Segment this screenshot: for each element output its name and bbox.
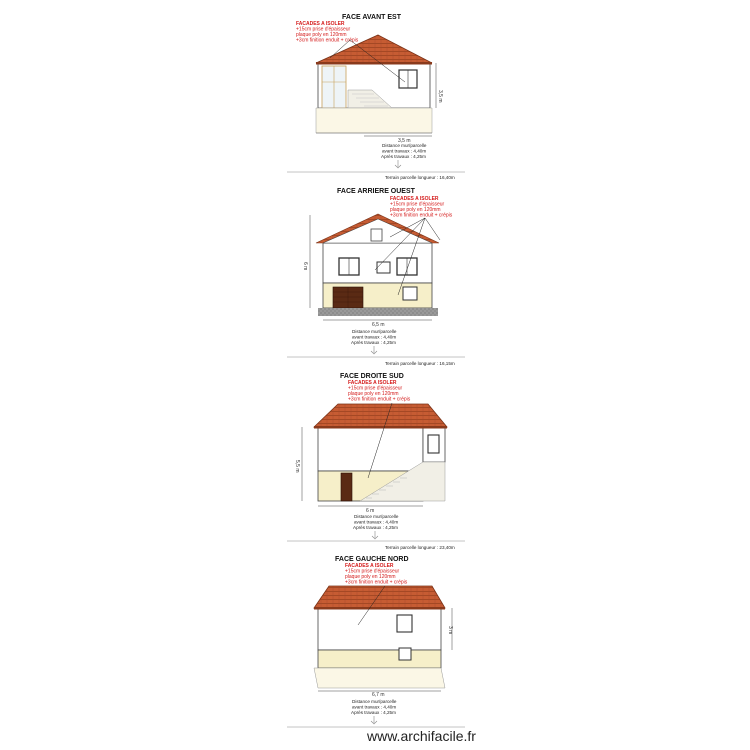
- isolation-note: [390, 196, 453, 219]
- height-dimension: 6 m: [302, 262, 308, 271]
- facade-front-east: [287, 14, 465, 180]
- note-line: +15cm prise d'épaisseur: [296, 26, 351, 33]
- roof: [314, 404, 447, 427]
- note-line: +3cm finition enduit + crépis: [296, 37, 359, 44]
- window: [399, 648, 411, 660]
- distance-line: Distance mur/parcelle: [354, 514, 399, 519]
- house-left-north: [314, 586, 445, 688]
- facade-right-south: [287, 373, 465, 550]
- wall-upper: [318, 427, 423, 471]
- house-rear-west: [316, 214, 439, 316]
- arrow-down: [371, 716, 377, 724]
- gravel-base: [318, 308, 438, 316]
- door: [341, 473, 352, 501]
- note-line: +15cm prise d'épaisseur: [348, 385, 403, 392]
- distance-line: Après travaux : 4,25m: [351, 710, 396, 715]
- facade-rear-west: [287, 188, 465, 366]
- width-dimension: 6,7 m: [372, 692, 385, 698]
- note-line: plaque poly en 120mm: [345, 574, 396, 580]
- window: [403, 287, 417, 300]
- distance-line: avant travaux : 4,40m: [354, 519, 399, 525]
- house-front-east: [316, 35, 432, 133]
- attic-window: [371, 229, 382, 241]
- width-dimension: 6 m: [366, 508, 375, 514]
- note-line: +15cm prise d'épaisseur: [390, 201, 445, 208]
- note-line: +3cm finition enduit + crépis: [345, 579, 408, 586]
- note-line: +3cm finition enduit + crépis: [390, 212, 453, 219]
- facade-title: FACE AVANT EST: [342, 14, 401, 21]
- note-line: plaque poly en 120mm: [296, 32, 347, 38]
- width-dimension: 3,5 m: [398, 138, 411, 144]
- wall-lower: [318, 650, 441, 668]
- window: [428, 435, 439, 453]
- distance-line: Après travaux : 4,25m: [353, 525, 398, 530]
- isolation-note: [345, 563, 408, 586]
- facade-title: FACE ARRIERE OUEST: [337, 188, 415, 195]
- ground-terrace: [316, 108, 432, 133]
- arrow-down: [371, 346, 377, 354]
- height-dimension: 5,5 m: [294, 460, 300, 473]
- note-line: FACADES A ISOLER: [345, 563, 394, 569]
- distance-line: avant travaux : 4,40m: [382, 148, 427, 154]
- wall-upper: [318, 608, 441, 650]
- note-line: +3cm finition enduit + crépis: [348, 396, 411, 403]
- distance-line: avant travaux : 4,40m: [352, 334, 397, 340]
- note-leader: [425, 218, 440, 240]
- facade-left-north: [287, 556, 465, 727]
- note-line: FACADES A ISOLER: [348, 380, 397, 386]
- note-line: FACADES A ISOLER: [296, 21, 345, 27]
- note-line: FACADES A ISOLER: [390, 196, 439, 202]
- note-line: plaque poly en 120mm: [348, 391, 399, 397]
- window: [397, 615, 412, 632]
- house-right-south: [314, 404, 447, 501]
- width-dimension: 6,5 m: [372, 322, 385, 328]
- distance-line: Distance mur/parcelle: [352, 329, 397, 334]
- note-line: +15cm prise d'épaisseur: [345, 568, 400, 575]
- facade-title: FACE GAUCHE NORD: [335, 556, 409, 563]
- roof: [314, 586, 445, 608]
- isolation-note: [296, 21, 359, 44]
- note-line: plaque poly en 120mm: [390, 207, 441, 213]
- isolation-note: [348, 380, 411, 403]
- height-dimension: 3 m: [447, 626, 453, 635]
- distance-line: Distance mur/parcelle: [382, 143, 427, 148]
- distance-line: Après travaux : 4,25m: [351, 340, 396, 345]
- height-dimension: 3,5 m: [437, 90, 443, 103]
- arrow-down: [395, 160, 401, 168]
- terrain-length: Terrain parcelle longueur : 23,40m: [385, 545, 455, 550]
- distance-line: Distance mur/parcelle: [352, 699, 397, 704]
- facade-title: FACE DROITE SUD: [340, 373, 404, 380]
- terrain-length: Terrain parcelle longueur : 16,40m: [385, 175, 455, 180]
- terrain-length: Terrain parcelle longueur : 16,15m: [385, 361, 455, 366]
- arrow-down: [372, 531, 378, 539]
- window: [377, 262, 390, 273]
- ground-terrace: [314, 668, 445, 688]
- distance-line: Après travaux : 4,25m: [381, 154, 426, 159]
- distance-line: avant travaux : 4,40m: [352, 704, 397, 710]
- watermark: www.archifacile.fr: [367, 728, 476, 744]
